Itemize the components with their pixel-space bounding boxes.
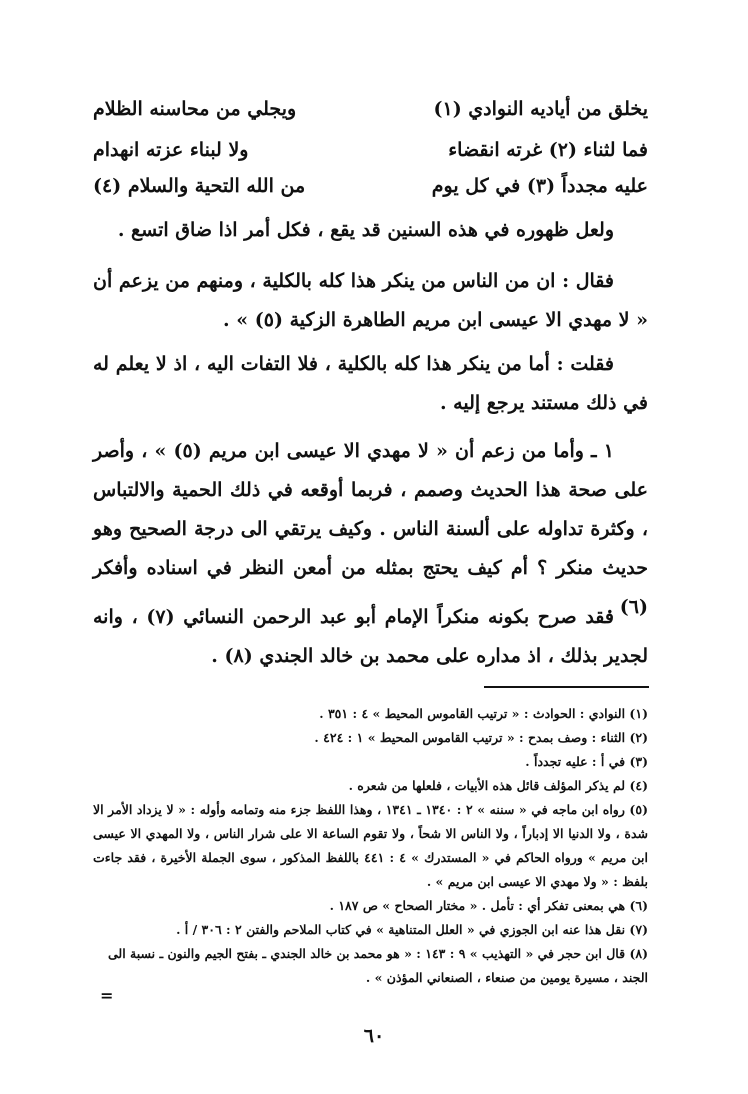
paragraph-2: فقال : ان من الناس من ينكر هذا كله بالكلية ، ومنهم من يزعم أن « لا مهدي الا عيسى ابن مريم الطاهرة الزكية (٥) » . [93,270,648,331]
poem-verse-1 [93,100,648,119]
footnote-2: (٢) الثناء : وصف بمدح : « ترتيب القاموس المحيط » ١ : ٤٢٤ . [314,730,648,745]
verse-1-first-hemistich: يخلق من أياديه النوادي (١) [433,98,648,120]
footnote-separator [484,686,649,688]
poem-verse-3 [93,177,648,196]
paragraph-3: فقلت : أما من ينكر هذا كله بالكلية ، فلا التفات اليه ، اذ لا يعلم له في ذلك مستند يرجع إليه . [93,353,648,414]
footnote-8 [93,942,648,990]
footnote-1: (١) النوادي : الحوادث : « ترتيب القاموس المحيط » ٤ : ٣٥١ . [319,706,648,721]
paragraph-4: ١ ـ وأما من زعم أن « لا مهدي الا عيسى ابن مريم (٥) » ، وأصر على صحة هذا الحديث وصمم ، فربما أوقعه في ذلك الحمية والالتباس ، وكثرة تداوله على ألسنة الناس . وكيف يرتقي الى درجة الصحيح وهو حديث منكر ؟ أم كيف يحتج بمثله من أمعن النظر في اسناده وأفكر (٦) . [93,440,648,618]
footnote-5: (٥) رواه ابن ماجه في « سننه » ٢ : ١٣٤٠ ـ ١٣٤١ ، وهذا اللفظ جزء منه وتمامه وأوله : « لا يزداد الأمر الا شدة ، ولا الدنيا الا إدباراً ، ولا الناس الا شحاً ، ولا تقوم الساعة الا على شرار الناس ، ولا المهدي الا عيسى ابن مريم » ورواه الحاكم في « المستدرك » ٤ : ٤٤١ باللفظ المذكور ، سوى الجملة الأخيرة ، فقد جاءت بلفظ : « ولا مهدي الا عيسى ابن مريم » . [93,802,648,889]
footnote-8-line-1: (٨) قال ابن حجر في « التهذيب » ٩ : ١٤٣ : « هو محمد بن خالد الجندي ـ بفتح الجيم والنون ـ نسبة الى [107,946,648,961]
footnote-7: (٧) نقل هذا عنه ابن الجوزي في « العلل المتناهية » في كتاب الملاحم والفتن ٢ : ٣٠٦ / أ . [176,922,648,937]
footnote-8-line-2: الجند ، مسيرة يومين من صنعاء ، الصنعاني المؤذن » . [365,970,648,985]
paragraph-1: ولعل ظهوره في هذه السنين قد يقع ، فكل أمر اذا ضاق اتسع . [117,219,614,241]
page-number: ٦٠ [363,1025,385,1047]
poem-verse-2 [93,141,648,160]
verse-1-second-hemistich: ويجلي من محاسنه الظلام [93,98,297,120]
footnotes [93,702,648,990]
footnote-3: (٣) في أ : عليه تجدداً . [525,754,648,769]
verse-2-second-hemistich: ولا لبناء عزته انهدام [93,139,249,161]
footnote-4: (٤) لم يذكر المؤلف قائل هذه الأبيات ، فلعلها من شعره . [348,778,648,793]
verse-3-first-hemistich: عليه مجدداً (٣) في كل يوم [431,175,648,197]
verse-2-first-hemistich: فما لثناء (٢) غرته انقضاء [448,139,648,161]
footnote-6: (٦) هي بمعنى تفكر أي : تأمل . « مختار الصحاح » ص ١٨٧ . [329,898,648,913]
paragraph-5: فقد صرح بكونه منكراً الإمام أبو عبد الرحمن النسائي (٧) ، وانه لجدير بذلك ، اذ مداره على محمد بن خالد الجندي (٨) . [93,606,648,667]
verse-3-second-hemistich: من الله التحية والسلام (٤) [93,175,306,197]
continuation-mark: = [100,986,114,1005]
